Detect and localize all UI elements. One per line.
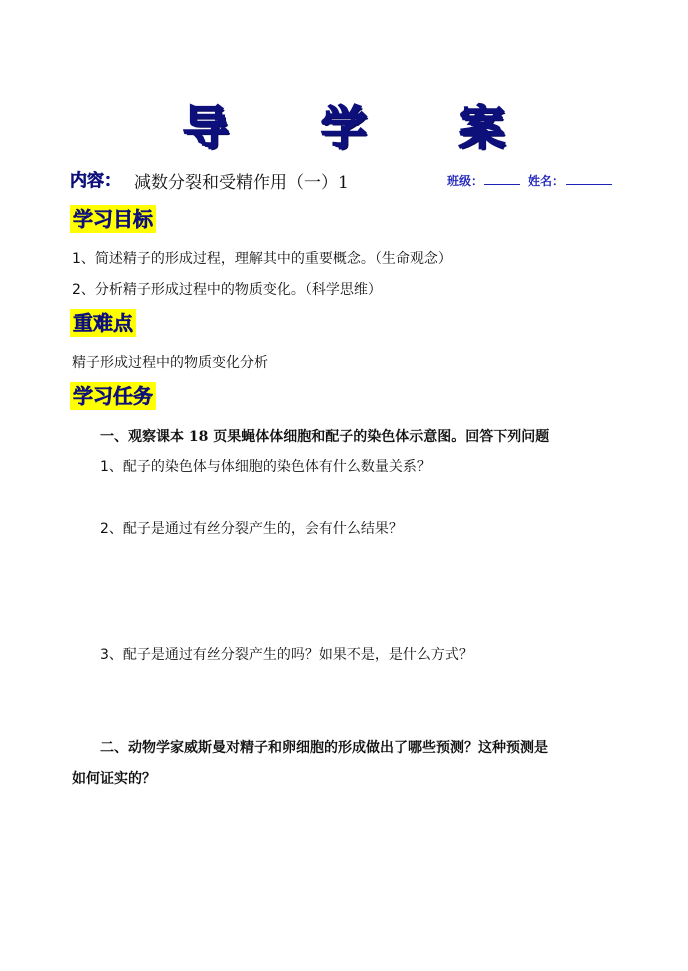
question-item: 1、配子的染色体与体细胞的染色体有什么数量关系？ [100,459,431,475]
goal-item: 2、分析精子形成过程中的物质变化。（科学思维） [72,282,382,298]
key-points-text: 精子形成过程中的物质变化分析 [72,355,268,371]
class-blank[interactable] [484,172,520,185]
name-label: 姓名： [528,174,565,188]
page-title: 导 学 案 [182,101,544,155]
name-blank[interactable] [566,172,612,185]
question-item: 2、配子是通过有丝分裂产生的，会有什么结果？ [100,521,403,537]
class-label: 班级： [447,174,484,188]
task-2-title: 二、动物学家威斯曼对精子和卵细胞的形成做出了哪些预测？这种预测是 [100,740,548,756]
goal-item: 1、简述精子的形成过程，理解其中的重要概念。（生命观念） [72,251,452,267]
content-text: 减数分裂和受精作用（一）1 [134,173,349,193]
tasks-heading: 学习任务 [70,382,156,410]
question-item: 3、配子是通过有丝分裂产生的吗？如果不是，是什么方式？ [100,647,473,663]
task-1-title: 一、观察课本 18 页果蝇体体细胞和配子的染色体示意图。回答下列问题 [100,429,550,445]
content-label: 内容： [70,171,121,191]
task-2-title-cont: 如何证实的？ [72,771,156,787]
goals-heading: 学习目标 [70,205,156,233]
key-points-heading: 重难点 [70,309,136,337]
